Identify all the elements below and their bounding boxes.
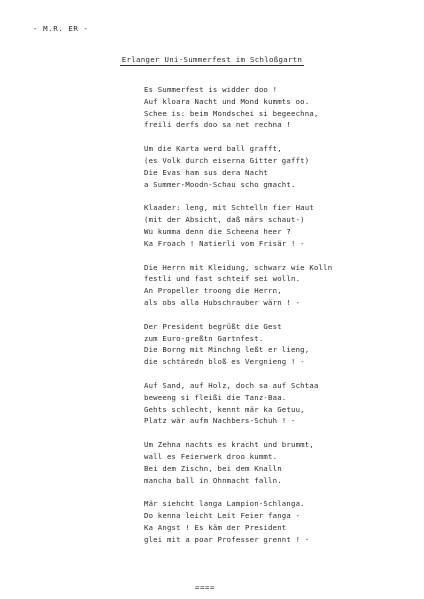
poem-line: festli und fast schteif sei wolln. [144, 274, 301, 284]
stanza [144, 84, 414, 131]
poem-line: Do kenna leicht Leit Feier fanga - [144, 511, 301, 521]
poem-line: Die Herrn mit Kleidung, schwarz wie Kolln [144, 262, 333, 272]
poem-line: Der President begrüßt die Gest [144, 321, 282, 331]
poem-line: Auf kloara Nacht und Mond kummts oo. [144, 96, 310, 106]
poem-line: zum Euro-greßtn Gartnfest. [144, 333, 264, 343]
poem-line: Um die Karta werd ball grafft, [144, 144, 282, 154]
poem-line: (es Volk durch eiserna Gitter gafft) [144, 155, 310, 165]
poem-title-text: Erlanger Uni-Summerfest im Schloßgartn [121, 55, 303, 64]
poem-line: a Summer-Moodn-Schau scho gmacht. [144, 179, 296, 189]
stanza [144, 202, 414, 249]
poem-line: glei mit a poar Professer grennt ! - [144, 534, 310, 544]
poem-line: beweeng si fleißi die Tanz-Baa. [144, 392, 287, 402]
poem-line: Klaader: leng, mit Schtelln fier Haut [144, 203, 314, 213]
poem-line: An Propeller troong die Herrn, [144, 286, 282, 296]
page-header: - M.R. ER - [33, 24, 89, 33]
poem-line: Die Borng mit Minchng leßt er lieng, [144, 345, 310, 355]
page-footer-mark: ==== [195, 583, 215, 592]
poem-line: Ka Angst ! Es käm der President [144, 522, 287, 532]
poem-line: Gehts schlecht, kennt mär ka Getuu, [144, 404, 305, 414]
poem-line: Platz wär aufm Nachbers-Schuh ! - [144, 416, 296, 426]
poem-line: Wu kumma denn die Scheena heer ? [144, 226, 291, 236]
poem-line: mancha ball in Ohnmacht falln. [144, 475, 282, 485]
stanza [144, 498, 414, 545]
poem-line: Schee is: beim Mondschei si begeechna, [144, 108, 319, 118]
poem-line: (mit der Absicht, daß märs schaut-) [144, 215, 305, 225]
stanza [144, 321, 414, 368]
poem-line: Die Evas ham sus dera Nacht [144, 167, 269, 177]
stanza [144, 262, 414, 309]
poem-line: Bei dem Zischn, bei dem Knalln [144, 463, 282, 473]
stanza [144, 439, 414, 486]
poem-line: Mär siehcht langa Lampion-Schlanga. [144, 499, 305, 509]
poem-line: Auf Sand, auf Holz, doch sa auf Schtaa [144, 380, 319, 390]
poem-body [144, 84, 414, 558]
poem-line: als obs alla Hubschrauber wärn ! - [144, 297, 301, 307]
poem-line: Es Summerfest is widder doo ! [144, 85, 278, 94]
stanza [144, 380, 414, 427]
poem-title [0, 55, 424, 64]
poem-line: Ka Froach ! Natierli vom Frisär ! - [144, 238, 305, 248]
poem-line: wall es Feierwerk droo kummt. [144, 451, 278, 461]
poem-line: freili derfs doo sa net rechna ! [144, 120, 291, 130]
poem-line: Um Zehna nachts es kracht und brummt, [144, 440, 314, 450]
poem-line: die schtäredn bloß es Vergnieng ! - [144, 357, 305, 367]
stanza [144, 143, 414, 190]
